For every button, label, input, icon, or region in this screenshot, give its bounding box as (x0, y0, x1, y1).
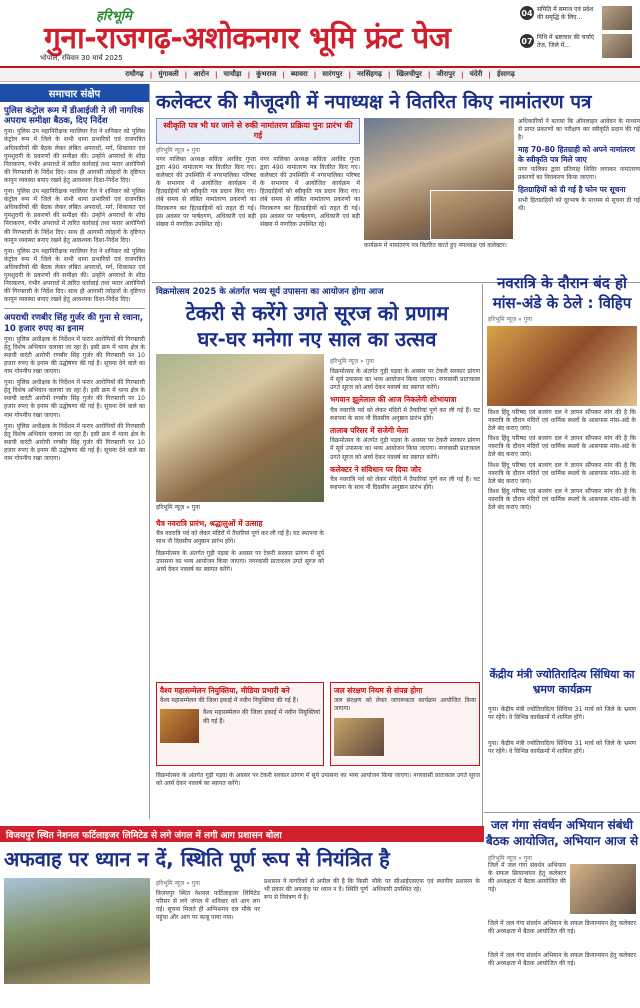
vikram-subhead: चैत्र नवरात्रि प्रारंभ, श्रद्धालुओं में उत्साह (156, 519, 263, 528)
navratri-story (484, 274, 640, 512)
photo-caption: हरिभूमि न्यूज़ » गुना (156, 504, 200, 511)
nav-separator: | (184, 70, 188, 79)
headline-line: घर-घर मनेगा नए साल का उत्सव (197, 327, 437, 351)
jyotiraditya-body: गुना। केंद्रीय मंत्री ज्योतिरादित्य सिंधिया 31 मार्च को जिले के भ्रमण पर रहेंगे। वे विभिन्न कार्यक्रमों में शामिल होंगे। (488, 706, 636, 722)
jyotiraditya-headline[interactable]: केंद्रीय मंत्री ज्योतिरादित्य सिंधिया का भ्रमण कार्यक्रम (489, 668, 635, 696)
masthead (0, 0, 640, 66)
person-photo (334, 718, 384, 756)
divider (484, 812, 640, 813)
nav-item[interactable]: नरसिंहगढ़ (357, 70, 382, 78)
navratri-body: विश्व हिंदू परिषद एवं बजरंग दल ने ज्ञापन सौंपकर मांग की है कि नवरात्रि के दौरान मंदिरों एवं धार्मिक स्थलों के आसपास मांस-अंडे के ठेले बंद कराए जाएं। (488, 487, 636, 512)
nav-separator: | (348, 70, 352, 79)
box-body: वैश्य महासम्मेलन की जिला इकाई में नवीन नियुक्तियां की गई हैं। (160, 697, 299, 705)
page-title: गुना-राजगढ़-अशोकनगर भूमि फ्रंट पेज (44, 21, 451, 56)
vikram-paragraph: चैत्र नवरात्रि पर्व को लेकर मंदिरों में तैयारियां पूर्ण कर ली गई हैं। घट स्थापना के साथ नौ दिवसीय अनुष्ठान प्रारंभ होंगे। (156, 530, 325, 546)
vikram-subhead: कलेक्टर ने संविधान पर दिया जोर (330, 464, 422, 474)
vikram-paragraph: चैत्र नवरात्रि पर्व को लेकर मंदिरों में तैयारियां पूर्ण कर ली गई हैं। घट स्थापना के साथ नौ दिवसीय अनुष्ठान प्रारंभ होंगे। (330, 475, 480, 492)
brief-headline[interactable]: अपराधी रणबीर सिंह गुर्जर की गुना से रवाना, 10 हजार रुपए का इनाम (4, 313, 144, 334)
lead-body: नगर पालिका अध्यक्ष सविता अरविंद गुप्ता द्वारा 490 नामांतरण पत्र वितरित किए गए। कलेक्टर की उपस्थिति में नगरपालिका परिषद के सभागार में आयोजित कार्यक्रम में हितग्राहियों को स्वीकृति पत्र प्रदान किए गए। लंबे समय से लंबित नामांतरण प्रकरणों का निराकरण कर हितग्राहियों को राहत दी गई। इस अवसर पर पार्षदगण, अधिकारी एवं बड़ी संख्या में नागरिक उपस्थित रहे। (260, 156, 360, 228)
nav-separator: | (387, 70, 391, 79)
dateline: भोपाल, रविवार 30 मार्च 2025 (40, 54, 123, 62)
lead-body: नगर पालिका अध्यक्ष सविता अरविंद गुप्ता द्वारा 490 नामांतरण पत्र वितरित किए गए। कलेक्टर की उपस्थिति में नगरपालिका परिषद के सभागार में आयोजित कार्यक्रम में हितग्राहियों को स्वीकृति पत्र प्रदान किए गए। लंबे समय से लंबित नामांतरण प्रकरणों का निराकरण कर हितग्राहियों को राहत दी गई। इस अवसर पर पार्षदगण, अधिकारी एवं बड़ी संख्या में नागरिक उपस्थित रहे। (156, 156, 256, 228)
nav-separator: | (247, 70, 251, 79)
navratri-body: विश्व हिंदू परिषद एवं बजरंग दल ने ज्ञापन सौंपकर मांग की है कि नवरात्रि के दौरान मंदिरों एवं धार्मिक स्थलों के आसपास मांस-अंडे के ठेले बंद कराए जाएं। (488, 435, 636, 459)
jal-body: जिले में जल गंगा संवर्धन अभियान के सफल क्रियान्वयन हेतु कलेक्टर की अध्यक्षता में बैठक आयोजित की गई। (488, 862, 566, 894)
brief-headline[interactable]: पुलिस कंट्रोल रूम में डीआईजी ने ली नागरिक अपराध समीक्षा बैठक, दिए निर्देश (4, 106, 144, 127)
byline: हरिभूमि न्यूज़ » गुना (156, 147, 200, 154)
byline: हरिभूमि न्यूज़ » गुना (156, 880, 200, 887)
nav-item[interactable]: खिलचीपुर (396, 70, 422, 78)
navratri-photo (487, 326, 637, 406)
bottom-kicker: विजयपुर स्थित नेशनल फर्टिलाइजर लिमिटेड से लगे जंगल में लगी आग प्रशासन बोला (0, 826, 484, 842)
side-subhead: हितग्राहियों को दी गई है फोन पर सूचना (518, 185, 626, 195)
brief-body: गुना। पुलिस अधीक्षक के निर्देशन में फरार आरोपियों की गिरफ्तारी हेतु विशेष अभियान चलाया जा रहा है। इसी क्रम में थाना क्षेत्र के स्थायी वारंटी आरोपी रणबीर सिंह गुर्जर की गिरफ्तारी पर 10 हजार रुपए के इनाम की उद्घोषणा की गई है। सूचना देने वाले का नाम गोपनीय रखा जाएगा। (4, 335, 145, 376)
box-body: जल संरक्षण को लेकर जागरूकता कार्यक्रम आयोजित किया जाएगा। (334, 697, 476, 713)
side-body: अधिकारियों ने बताया कि ऑनलाइन आवेदन के माध्यम से प्राप्त प्रकरणों का परीक्षण कर स्वीकृति प्रदान की गई है। (518, 118, 640, 142)
vikram-body (330, 356, 480, 492)
navratri-body: विश्व हिंदू परिषद एवं बजरंग दल ने ज्ञापन सौंपकर मांग की है कि नवरात्रि के दौरान मंदिरों एवं धार्मिक स्थलों के आसपास मांस-अंडे के ठेले बंद कराए जाएं। (488, 409, 636, 433)
headline-line: टेकरी से करेंगे उगते सूरज को प्रणाम (185, 301, 449, 325)
brief-body: गुना। पुलिस अधीक्षक के निर्देशन में फरार आरोपियों की गिरफ्तारी हेतु विशेष अभियान चलाया जा रहा है। इसी क्रम में थाना क्षेत्र के स्थायी वारंटी आरोपी रणबीर सिंह गुर्जर की गिरफ्तारी पर 10 हजार रुपए के इनाम की उद्घोषणा की गई है। सूचना देने वाले का नाम गोपनीय रखा जाएगा। (4, 422, 145, 463)
brief-body: गुना। पुलिस उप महानिरीक्षक ग्वालियर रेंज ने शनिवार को पुलिस कंट्रोल रूम में जिले के सभी थाना प्रभारियों एवं राजपत्रित अधिकारियों की बैठक लेकर लंबित अपराधों, मर्ग, शिकायत एवं गुमशुदगी के प्रकरणों की समीक्षा की। उन्होंने अपराधों के शीघ्र निराकरण, गंभीर अपराधों में त्वरित कार्रवाई तथा फरार आरोपियों की गिरफ्तारी के निर्देश दिए। साथ ही आगामी त्योहारों के दृष्टिगत कानून व्यवस्था बनाए रखने हेतु आवश्यक दिशा-निर्देश दिए। (4, 247, 145, 304)
divider (4, 308, 145, 309)
nav-separator: | (313, 70, 317, 79)
nav-item[interactable]: मुंगावली (158, 70, 179, 78)
lead-side-column (518, 118, 640, 213)
brand-logo: हरिभूमि (96, 9, 132, 24)
navratri-body: विश्व हिंदू परिषद एवं बजरंग दल ने ज्ञापन सौंपकर मांग की है कि नवरात्रि के दौरान मंदिरों एवं धार्मिक स्थलों के आसपास मांस-अंडे के ठेले बंद कराए जाएं। (488, 461, 636, 485)
teaser-thumbnail (602, 34, 632, 58)
town-nav (0, 66, 640, 82)
jal-body: जिले में जल गंगा संवर्धन अभियान के सफल क्रियान्वयन हेतु कलेक्टर की अध्यक्षता में बैठक आयोजित की गई। (488, 920, 636, 936)
nav-item[interactable]: चाचौड़ा (223, 70, 242, 78)
teaser-text: समिति में समाज एवं प्रदेश की समृद्धि के लिए... (537, 6, 594, 21)
photo-caption: कार्यक्रम में नामांतरण पत्र वितरित करते हुए नपाध्यक्ष एवं कलेक्टर। (364, 242, 507, 249)
box-headline[interactable]: वैश्य महासम्मेलन नियुक्तिया, मीडिया प्रभारी बने (160, 686, 290, 695)
bottom-body: प्रशासन ने नागरिकों से अपील की है कि किसी भी प्रकार की अफवाह पर ध्यान न दें। स्थिति पूर्ण रूप से नियंत्रण में है। (264, 878, 369, 902)
nav-separator: | (214, 70, 218, 79)
section-heading: समाचार संक्षेप (0, 84, 149, 102)
navratri-headline[interactable]: नवरात्रि के दौरान बंद हो मांस-अंडे के ठेले : विहिप (492, 274, 632, 312)
jyotiraditya-body: गुना। केंद्रीय मंत्री ज्योतिरादित्य सिंधिया 31 मार्च को जिले के भ्रमण पर रहेंगे। वे विभिन्न कार्यक्रमों में शामिल होंगे। (488, 740, 636, 756)
nav-item[interactable]: ईसागढ़ (496, 70, 515, 78)
nav-separator: | (282, 70, 285, 79)
box-headline[interactable]: जल संरक्षण नियम से संपन्न होगा (334, 686, 423, 695)
vikram-kicker: विक्रमोत्सव 2025 के अंतर्गत भव्य सूर्य उपासना का आयोजन होगा आज (156, 287, 384, 297)
jal-body: जिले में जल गंगा संवर्धन अभियान के सफल क्रियान्वयन हेतु कलेक्टर की अध्यक्षता में बैठक आयोजित की गई। (488, 952, 636, 968)
byline: हरिभूमि न्यूज़ » गुना (488, 316, 532, 323)
news-brief-column (0, 84, 150, 819)
box-body: वैश्य महासम्मेलन की जिला इकाई में नवीन नियुक्तियां की गई हैं। (202, 709, 320, 725)
bottom-body (156, 878, 260, 922)
vikram-paragraph: विक्रमोत्सव के अंतर्गत गुड़ी पड़वा के अवसर पर टेकरी सरकार प्रांगण में सूर्य उपासना का भव्य आयोजन किया जाएगा। नगरवासी प्रातःकाल उगते सूरज को अर्घ्य देकर नववर्ष का स्वागत करेंगे। (330, 437, 480, 461)
forest-fire-photo (4, 878, 150, 984)
nav-item[interactable]: कुंभराज (256, 70, 277, 78)
vikram-subhead: भगवान झूलेलाल की आज निकलेगी शोभायात्रा (330, 395, 457, 405)
byline: हरिभूमि न्यूज़ » गुना (488, 855, 532, 862)
column-rule (482, 284, 483, 826)
vikram-headline[interactable] (156, 300, 478, 352)
nav-item[interactable]: ब्यावरा (290, 70, 308, 78)
page-number-badge: 07 (520, 34, 534, 48)
lead-story (156, 118, 360, 266)
vikram-photo (156, 354, 324, 502)
teaser-text: निधि में भ्रष्टाचार की चर्चाएं तेज, जिले में... (537, 34, 595, 49)
nav-item[interactable]: चंदेरी (469, 70, 483, 78)
nav-item[interactable]: राघौगढ़ (125, 70, 144, 78)
lead-headline[interactable]: कलेक्टर की मौजूदगी में नपाध्यक्ष ने वितरित किए नामांतरण पत्र (156, 91, 592, 113)
vikram-paragraph: विक्रमोत्सव के अंतर्गत गुड़ी पड़वा के अवसर पर टेकरी सरकार प्रांगण में सूर्य उपासना का भव्य आयोजन किया जाएगा। नगरवासी प्रातःकाल उगते सूरज को अर्घ्य देकर नववर्ष का स्वागत करेंगे। (156, 549, 324, 573)
nav-item[interactable]: आरोन (193, 70, 209, 78)
brief-body: गुना। पुलिस अधीक्षक के निर्देशन में फरार आरोपियों की गिरफ्तारी हेतु विशेष अभियान चलाया जा रहा है। इसी क्रम में थाना क्षेत्र के स्थायी वारंटी आरोपी रणबीर सिंह गुर्जर की गिरफ्तारी पर 10 हजार रुपए के इनाम की उद्घोषणा की गई है। सूचना देने वाले का नाम गोपनीय रखा जाएगा। (4, 379, 145, 419)
jal-photo (570, 864, 636, 914)
nav-item[interactable]: सारंगपुर (322, 70, 343, 78)
nav-separator: | (149, 70, 153, 79)
nav-separator: | (460, 70, 464, 79)
byline: हरिभूमि न्यूज़ » गुना (330, 358, 374, 365)
bottom-body: मौके पर सीआईएसएफ एवं स्थानीय प्रशासन के अधिकारी उपस्थित रहे। (372, 878, 480, 894)
vikram-subhead: तालाब परिसर में सजेगी मेला (330, 425, 409, 435)
vikram-paragraph: विक्रमोत्सव के अंतर्गत गुड़ी पड़वा के अवसर पर टेकरी सरकार प्रांगण में सूर्य उपासना का भव्य आयोजन किया जाएगा। नगरवासी प्रातःकाल उगते सूरज को अर्घ्य देकर नववर्ष का स्वागत करेंगे। (330, 368, 480, 392)
nav-item[interactable]: जीरापुर (436, 70, 455, 78)
lead-inset-photo (430, 190, 514, 240)
person-photo (160, 709, 199, 743)
brief-box (156, 682, 324, 766)
page-number-badge: 04 (520, 6, 534, 20)
nav-separator: | (488, 70, 491, 79)
brief-body: गुना। पुलिस उप महानिरीक्षक ग्वालियर रेंज ने शनिवार को पुलिस कंट्रोल रूम में जिले के सभी थाना प्रभारियों एवं राजपत्रित अधिकारियों की बैठक लेकर लंबित अपराधों, मर्ग, शिकायत एवं गुमशुदगी के प्रकरणों की समीक्षा की। उन्होंने अपराधों के शीघ्र निराकरण, गंभीर अपराधों में त्वरित कार्रवाई तथा फरार आरोपियों की गिरफ्तारी के निर्देश दिए। साथ ही आगामी त्योहारों के दृष्टिगत कानून व्यवस्था बनाए रखने हेतु आवश्यक दिशा-निर्देश दिए। (4, 188, 145, 244)
teaser-box (520, 6, 634, 62)
side-body: सभी हितग्राहियों को दूरभाष के माध्यम से सूचना दी गई थी। (518, 196, 640, 212)
teaser-item[interactable] (520, 6, 634, 30)
bottom-headline[interactable]: अफवाह पर ध्यान न दें, स्थिति पूर्ण रूप से नियंत्रित है (4, 847, 390, 871)
lead-subhead: स्वीकृति पत्र भी घर जाने से रुकी नामांतरण प्रक्रिया पुनः प्रारंभ की गई (156, 118, 360, 144)
jal-headline[interactable]: जल गंगा संवर्धन अभियान संबंधी बैठक आयोजित, अभियान आज से (485, 818, 639, 848)
side-subhead: माह 70-80 हितग्राही को अपने नामांतरण के स्वीकृति पत्र मिले जाए (518, 145, 635, 164)
nav-separator: | (427, 70, 431, 79)
brief-body: गुना। पुलिस उप महानिरीक्षक ग्वालियर रेंज ने शनिवार को पुलिस कंट्रोल रूम में जिले के सभी थाना प्रभारियों एवं राजपत्रित अधिकारियों की बैठक लेकर लंबित अपराधों, मर्ग, शिकायत एवं गुमशुदगी के प्रकरणों की समीक्षा की। उन्होंने अपराधों के शीघ्र निराकरण, गंभीर अपराधों में त्वरित कार्रवाई तथा फरार आरोपियों की गिरफ्तारी के निर्देश दिए। साथ ही आगामी त्योहारों के दृष्टिगत कानून व्यवस्था बनाए रखने हेतु आवश्यक दिशा-निर्देश दिए। (4, 128, 145, 184)
side-body: नगर पालिका द्वारा प्रतिमाह शिविर लगाकर नामांतरण प्रकरणों का निराकरण किया जाएगा। (518, 166, 640, 182)
brief-box (330, 682, 480, 766)
continued-text: विक्रमोत्सव के अंतर्गत गुड़ी पड़वा के अवसर पर टेकरी सरकार प्रांगण में सूर्य उपासना का भव्य आयोजन किया जाएगा। नगरवासी प्रातःकाल उगते सूरज को अर्घ्य देकर नववर्ष का स्वागत करेंगे। (156, 772, 480, 788)
vikram-lower (156, 516, 324, 574)
bottom-paragraph: विजयपुर स्थित नेशनल फर्टिलाइजर लिमिटेड परिसर से लगे जंगल में शनिवार को आग लग गई। सूचना मिलते ही अग्निशमन दल मौके पर पहुंचा और आग पर काबू पाया गया। (156, 890, 260, 922)
teaser-item[interactable] (520, 34, 634, 58)
vikram-paragraph: चैत्र नवरात्रि पर्व को लेकर मंदिरों में तैयारियां पूर्ण कर ली गई हैं। घट स्थापना के साथ नौ दिवसीय अनुष्ठान प्रारंभ होंगे। (330, 406, 480, 422)
teaser-thumbnail (602, 6, 632, 30)
